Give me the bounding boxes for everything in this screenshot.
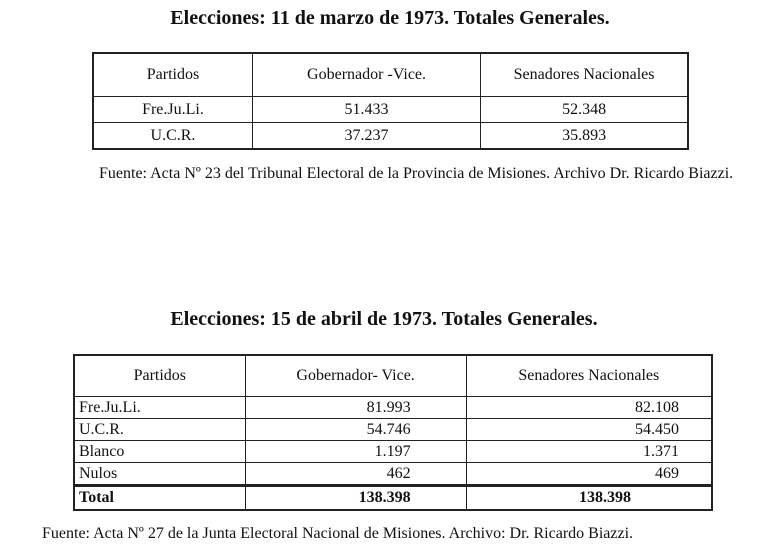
header-senadores: Senadores Nacionales: [466, 355, 712, 397]
total-gobernador: 138.398: [245, 486, 466, 511]
table-row: [74, 397, 712, 419]
total-senadores: 138.398: [466, 486, 712, 511]
gobernador-value: 462: [245, 463, 466, 486]
election2-table: [73, 354, 713, 511]
gobernador-value: 81.993: [245, 397, 466, 419]
party-cell: Fre.Ju.Li.: [74, 397, 245, 419]
election2-title: Elecciones: 15 de abril de 1973. Totales Generales.: [170, 308, 598, 330]
party-cell: U.C.R.: [93, 123, 252, 150]
election1-title: Elecciones: 11 de marzo de 1973. Totales Generales.: [170, 7, 610, 29]
senadores-value: 1.371: [466, 441, 712, 463]
table-header-row: [74, 355, 712, 397]
table-row: [74, 441, 712, 463]
senadores-value: 52.348: [481, 97, 688, 123]
header-partidos: Partidos: [93, 53, 252, 97]
gobernador-value: 37.237: [252, 123, 480, 150]
party-cell: Nulos: [74, 463, 245, 486]
total-row: [74, 486, 712, 511]
total-label: Total: [74, 486, 245, 511]
table-header-row: [93, 53, 688, 97]
senadores-value: 35.893: [481, 123, 688, 150]
header-gobernador: Gobernador -Vice.: [252, 53, 480, 97]
table-row: [93, 123, 688, 150]
table-row: [93, 97, 688, 123]
gobernador-value: 1.197: [245, 441, 466, 463]
header-gobernador: Gobernador- Vice.: [245, 355, 466, 397]
election1-source: Fuente: Acta Nº 23 del Tribunal Electoral de la Provincia de Misiones. Archivo Dr. Ricardo Biazzi.: [99, 165, 734, 182]
gobernador-value: 51.433: [252, 97, 480, 123]
party-cell: Fre.Ju.Li.: [93, 97, 252, 123]
senadores-value: 54.450: [466, 419, 712, 441]
election1-table: [92, 52, 689, 150]
senadores-value: 82.108: [466, 397, 712, 419]
header-partidos: Partidos: [74, 355, 245, 397]
table-row: [74, 419, 712, 441]
header-senadores: Senadores Nacionales: [481, 53, 688, 97]
party-cell: Blanco: [74, 441, 245, 463]
table-row: [74, 463, 712, 486]
party-cell: U.C.R.: [74, 419, 245, 441]
senadores-value: 469: [466, 463, 712, 486]
election2-source: Fuente: Acta Nº 27 de la Junta Electoral Nacional de Misiones. Archivo: Dr. Ricardo Biazzi.: [42, 525, 634, 542]
gobernador-value: 54.746: [245, 419, 466, 441]
